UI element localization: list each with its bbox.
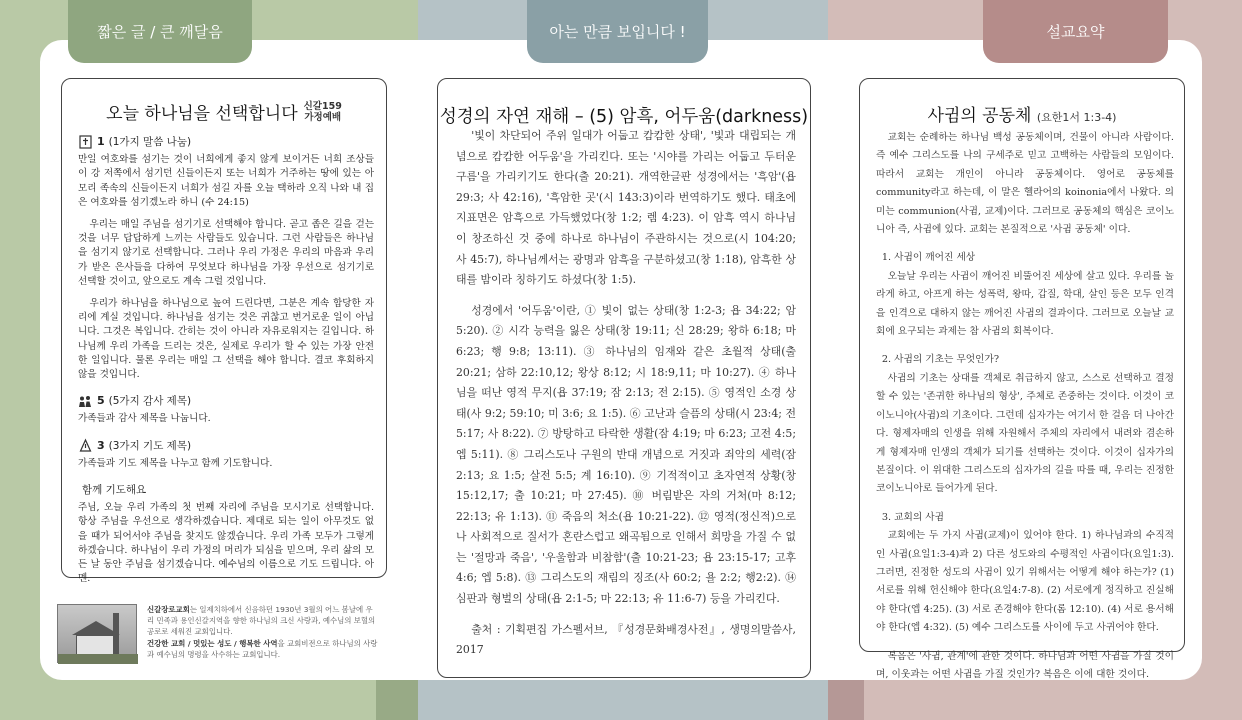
panel-content [78, 135, 374, 586]
section-heading [78, 394, 374, 408]
panel-title: 성경의 자연 재해 – (5) 암흑, 어두움(darkness) [439, 107, 809, 127]
paragraph: 교회에는 두 가지 사귐(교제)이 있어야 한다. 1) 하나님과의 수직적인 사귐(요일1:3-4)과 2) 다른 성도와의 수평적인 사귐이다(요일1:3). 그러면, 진정한 성도의 사귐이 있기 위해서는 어떻게 해야 하는가? (1) 서로를 위해 헌신해야 한다(요일4:7-8). (2) 서로에게 정직하고 진실해야 한다(엡 4:25). (3) 서로 존경해야 한다(롬 12:10). (4) 서로 용서해야 한다(엡 4:32). (5) 예수 그리스도를 사이에 두고 사귀어야 한다. [876, 530, 1174, 634]
closing-paragraph: 복음은 '사귐, 관계'에 관한 것이다. 하나님과 어떤 사귐을 가질 것이며, 이웃과는 어떤 사귐을 가질 것인가? 복음은 이에 대한 것이다. [876, 650, 1174, 680]
section-heading [78, 439, 374, 453]
tab-sermon-summary[interactable]: 설교요약 [983, 0, 1168, 63]
source-citation: 출처 : 기획편집 가스펠서브, 『성경문화배경사전』, 생명의말씀사, 2017 [456, 622, 796, 657]
background-strip [376, 680, 418, 720]
family-worship-badge [304, 101, 342, 123]
sermon-summary-panel [859, 78, 1185, 680]
prayer-text: 주님, 오늘 우리 가족의 첫 번째 자리에 주님을 모시기로 선택합니다. 항상 주님을 우선으로 생각하겠습니다. 제대로 되는 일이 아무것도 없을 때가 되어서야 주님을 찾지도 않겠습니다. 우리 가족 모두가 그렇게 하겠습니다. 하나님이 우리 가정의 머리가 되심을 믿으며, 우리 삶의 모든 날 동안 주님을 섬기겠습니다. 예수님의 이름으로 기도 드립니다. 아멘. [78, 502, 374, 585]
family-icon [78, 394, 93, 408]
church-vision: 건강한 교회 / 멋있는 성도 / 행복한 사역 [147, 638, 278, 648]
church-name: 신갈장로교회 [147, 605, 190, 614]
section-sub: (3가지 기도 제목) [108, 439, 192, 452]
badge-top: 신갈159 [303, 101, 342, 112]
section-heading: 1. 사귐이 깨어진 세상 [881, 252, 976, 264]
paragraph: 교회는 순례하는 하나님 백성 공동체이며, 건물이 아니라 사람이다. 즉 예수 그리스도를 나의 구세주로 믿고 고백하는 사람들의 모임이다. 따라서 교회는 개인이 아니라 공동체이다. 영어로 공동체를 community라고 하는데, 이 말은 헬라어의 koinonia에서 나왔다. 의미는 communion(사귐, 교제)이다. 그러므로 공동체의 핵심은 코이노니아 즉, 사귐에 있다. 교회는 본질적으로 '사귐 공동체' 이다. [876, 132, 1174, 236]
prayer-heading [78, 483, 374, 497]
paragraph: 우리가 하나님을 하나님으로 높여 드린다면, 그분은 계속 합당한 자리에 계실 것입니다. 하나님을 섬기는 것은 귀찮고 번거로운 일이 아닙니다. 그것은 복입니다. 간히는 것이 아니라 자유로워지는 길입니다. 하나님께 우리 가족을 드리는 것은, 실제로 우리가 할 수 있는 가장 안전한 일입니다. 물론 우리는 매일 그 선택을 해야 합니다. 결코 후회하지 않을 것입니다. [78, 298, 374, 381]
section-heading: 2. 사귐의 기초는 무엇인가? [881, 354, 1000, 366]
paragraph: 성경에서 '어두움'이란, ① 빛이 없는 상태(창 1:2-3; 욥 34:22; 암 5:20). ② 시각 능력을 잃은 상태(창 19:11; 신 28:29; 왕하 6:18; 마 6:23; 행 9:8; 13:11). ③ 하나님의 임재와 같은 초월적 상태(출 20:21; 삼하 22:10,12; 왕상 8:12; 시 18:9,11; 마 10:27). ④ 하나님을 떠난 영적 무지(욥 37:19; 잠 2:13; 전 2:15). ⑤ 영적인 소경 상태(사 9:2; 59:10; 미 3:6; 요 1:5). ⑥ 고난과 슬픔의 상태(시 23:4; 전 5:17; 사 8:22). ⑦ 방탕하고 타락한 생활(잠 4:19; 마 6:23; 고전 4:5; 엡 5:11). ⑧ 그리스도나 구원의 반대 개념으로 거짓과 죄악의 세력(잠 2:13; 요 1:5; 살전 5:5; 계 16:10). ⑨ 기적적이고 초자연적 상황(창 15:12,17; 출 10:21; 마 27:45). ⑩ 버림받은 자의 거처(마 8:12; 22:13; 유 1:13). ⑪ 죽음의 처소(욥 10:21-22). ⑫ 영적(정신적)으로나 사회적으로 질서가 혼란스럽고 왜곡됨으로 인해서 희망을 가질 수 없는 '절망과 죽음', '우울함과 비참함'(출 10:21-23; 욥 23:15-17; 고후 4:6; 엡 5:8). ⑬ 그리스도의 재림의 징조(사 60:2; 욜 2:2; 행2:2). ⑭ 심판과 형벌의 상태(욥 2:1-5; 마 22:13; 유 11:6-7) 등을 가리킨다. [456, 303, 796, 606]
church-footer [57, 604, 377, 664]
paragraph: '빛이 차단되어 주위 일대가 어둡고 캄캄한 상태', '빛과 대립되는 개념으로 캄캄한 어두움'을 가리킨다. 또는 '시야를 가리는 어둡고 두터운 구름'을 가리키기도 한다(출 20:21). 개역한글판 성경에서는 '흑암'(욥 29:3; 사 42:16), '흑암한 곳'(시 143:3)이라 번역하기도 했다. 태초에 지표면은 암흑으로 가득했었다(창 1:2; 렘 4:23). 이 암흑 역시 하나님이 창조하신 것 중에 하나로 하나님이 주관하시는 것으로(시 104:20; 사 45:7), 하나님께서는 광명과 암흑을 구분하셨고(창 1:18), 암흑한 상태를 밤이라 칭하기도 하셨다(창 1:5). [456, 129, 796, 287]
panel-title [62, 99, 386, 124]
section-heading [78, 135, 374, 149]
paragraph: 우리는 매일 주님을 섬기기로 선택해야 합니다. 곧고 좁은 길을 걷는 것을 너무 답답하게 느끼는 사람들도 있습니다. 그런 사람들은 하나님을 섬기지 않기로 선택합니다. 그러나 우리 가정은 우리의 마음과 우리가 받은 은사들을 다하여 무엇보다 하나님을 가장 우선으로 섬기기로 선택할 것이고, 앞으로도 계속 그럴 것입니다. [78, 219, 374, 287]
panel-content [876, 129, 1174, 684]
scripture-reference: (요한1서 1:3-4) [1036, 111, 1117, 124]
paragraph: 사귐의 기초는 상대를 객체로 취급하지 않고, 스스로 선택하고 결정할 수 있는 '존귀한 하나님의 형상', 주체로 존중하는 것이다. 이것이 코이노니아(사귐)의 기초이다. 그런데 십자가는 여기서 한 걸음 더 나아간다. 형제자매의 인생을 위해 자원해서 주체의 자리에서 내려와 겸손하게 형제자매 인생의 객체가 되기를 선택하는 것이다. 이것이 십자가의 본질이다. 이 위대한 그리스도의 십자가의 길을 따를 때, 우리는 진정한 코이노니아로 들어가게 된다. [876, 372, 1174, 495]
prayer-heading-text: 함께 기도해요 [82, 484, 147, 497]
scripture-verse: 만일 여호와를 섬기는 것이 너희에게 좋지 않게 보이거든 너희 조상들이 강 저쪽에서 섬기던 신들이든지 또는 너희가 거주하는 땅에 있는 아모리 족속의 신들이든지 너희가 섬길 자를 오늘 택하라 오직 나와 내 집은 여호와를 섬기겠노라 하니 (수 24:15) [78, 154, 374, 208]
family-worship-panel [61, 78, 387, 585]
panel-title-text: 오늘 하나님을 선택합니다 [106, 104, 298, 124]
church-description [147, 604, 379, 660]
background-strip [828, 680, 864, 720]
tab-know-and-see[interactable]: 아는 만큼 보입니다 ! [527, 0, 708, 63]
section-text: 가족들과 감사 제목을 나눕니다. [78, 413, 211, 425]
bible-knowledge-panel [437, 78, 811, 678]
section-sub: (5가지 감사 제목) [108, 395, 192, 408]
paragraph: 오늘날 우리는 사귐이 깨어진 비뚤어진 세상에 살고 있다. 우리를 놀라게 하고, 아프게 하는 성폭력, 왕따, 갑질, 학대, 살인 등은 모두 인격을 인격으로 대하지 않는 깨어진 사귐의 결과이다. 그러므로 오늘날 교회에 요구되는 과제는 참 사귐의 회복이다. [876, 270, 1174, 338]
section-heading: 3. 교회의 사귐 [881, 511, 945, 523]
badge-bottom: 가정예배 [304, 112, 342, 123]
bible-icon [78, 135, 93, 149]
church-history: 는 일제치하에서 신음하던 1930년 3월의 어느 봄날에 우리 민족과 용인신갈지역을 향한 하나님의 크신 사랑과, 예수님의 보혈의 공로로 세워진 교회입니다. [147, 605, 376, 637]
tab-short-writing[interactable]: 짧은 글 / 큰 깨달음 [68, 0, 252, 63]
panel-title-text: 사귐의 공동체 [927, 106, 1032, 126]
section-text: 가족들과 기도 제목을 나누고 함께 기도합니다. [78, 457, 273, 469]
pray-icon [78, 439, 93, 453]
panel-content [456, 126, 796, 661]
church-photo [57, 604, 137, 663]
section-sub: (1가지 말씀 나눔) [108, 136, 192, 148]
church-mission: 을 교회비전으로 하나님의 사랑과 예수님의 명령을 사수하는 교회입니다. [147, 638, 378, 659]
section-number: 3 [97, 438, 105, 452]
panel-title [860, 101, 1184, 126]
section-number: 5 [97, 394, 105, 408]
section-number: 1 [97, 135, 105, 148]
